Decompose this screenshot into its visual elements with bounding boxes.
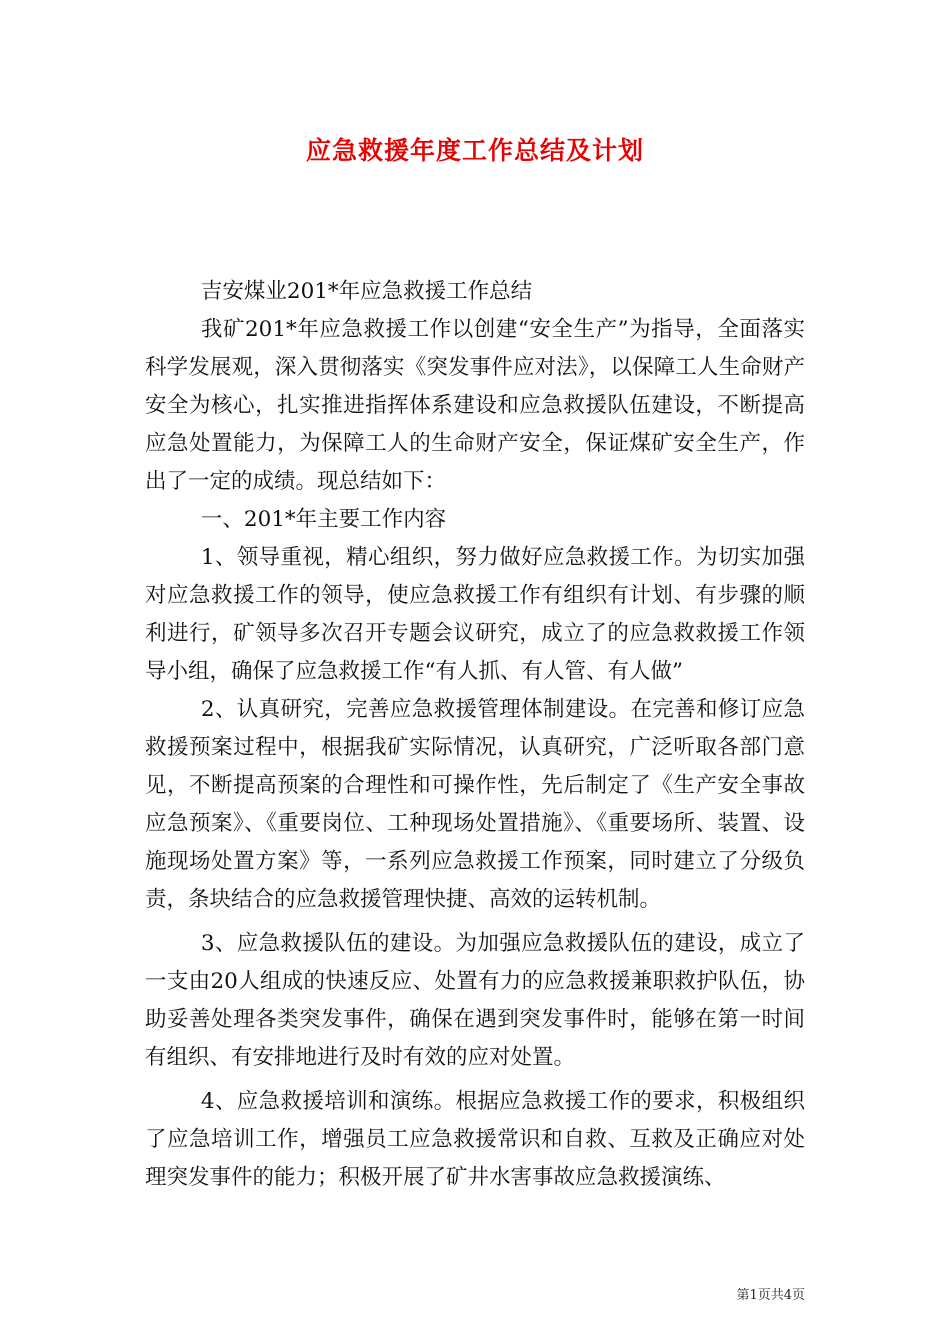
item-2-paragraph: 2、认真研究，完善应急救援管理体制建设。在完善和修订应急救援预案过程中，根据我矿实际情况，认真研究，广泛听取各部门意见，不断提高预案的合理性和可操作性，先后制定了《生产安全事故应急预案》、《重要岗位、工种现场处置措施》、《重要场所、装置、设施现场处置方案》等，一系列应急救援工作预案，同时建立了分级负责，条块结合的应急救援管理快捷、高效的运转机制。 (145, 697, 805, 912)
subtitle-paragraph: 吉安煤业201*年应急救援工作总结 (200, 279, 533, 304)
item-3-paragraph: 3、应急救援队伍的建设。为加强应急救援队伍的建设，成立了一支由20人组成的快速反应、处置有力的应急救援兼职救护队伍，协助妥善处理各类突发事件，确保在遇到突发事件时，能够在第一时间有组织、有安排地进行及时有效的应对处置。 (145, 931, 805, 1070)
section-heading: 一、201*年主要工作内容 (200, 507, 447, 532)
page-number: 第1页共4页 (736, 1288, 805, 1303)
item-1-paragraph: 1、领导重视，精心组织，努力做好应急救援工作。为切实加强对应急救援工作的领导，使应急救援工作有组织有计划、有步骤的顺利进行，矿领导多次召开专题会议研究，成立了的应急救救援工作领导小组，确保了应急救援工作“有人抓、有人管、有人做” (145, 545, 805, 684)
intro-paragraph: 我矿201*年应急救援工作以创建“安全生产”为指导，全面落实科学发展观，深入贯彻落实《突发事件应对法》，以保障工人生命财产安全为核心，扎实推进指挥体系建设和应急救援队伍建设，不断提高应急处置能力，为保障工人的生命财产安全，保证煤矿安全生产，作出了一定的成绩。现总结如下： (145, 317, 805, 494)
document-body (145, 273, 805, 1197)
item-4-paragraph: 4、应急救援培训和演练。根据应急救援工作的要求，积极组织了应急培训工作，增强员工应急救援常识和自救、互救及正确应对处理突发事件的能力；积极开展了矿井水害事故应急救援演练、 (145, 1089, 805, 1190)
document-title: 应急救援年度工作总结及计划 (305, 136, 644, 165)
